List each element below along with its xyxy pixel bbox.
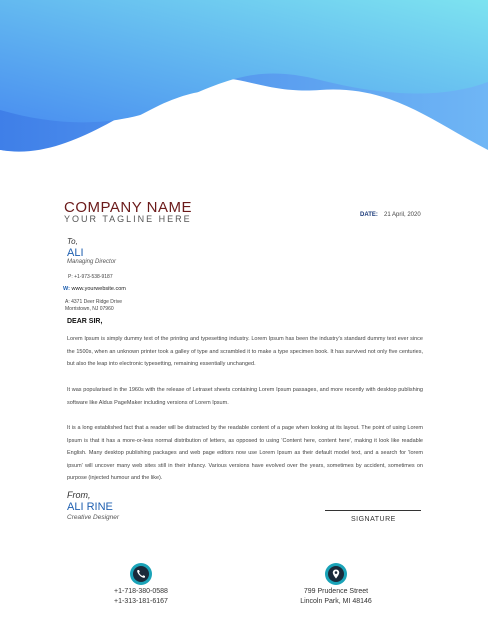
from-label: From, [67,490,91,500]
to-label: To, [67,237,78,246]
web-prefix: W: [63,286,70,292]
footer-address-2: Lincoln Park, MI 48146 [300,598,372,605]
footer-address-1: 799 Prudence Street [303,588,369,595]
address-line-2: Morristown, NJ 07960 [65,306,114,312]
sender-name: ALI RINE [67,501,113,513]
recipient-website-row [63,286,126,292]
recipient-title: Managing Director [67,259,117,265]
salutation: DEAR SIR, [67,318,103,325]
recipient-website[interactable]: www.yourwebsite.com [71,286,126,292]
recipient-address [65,299,122,313]
recipient-name: ALI [67,247,84,259]
footer-phone-1: +1-718-380-0588 [114,588,168,595]
recipient-phone: P: +1-973-538-9187 [68,274,113,280]
signature-line [325,510,421,511]
header-wave-decoration [0,0,488,170]
footer-phone-2: +1-313-181-6167 [114,598,168,605]
phone-icon [130,563,152,585]
company-name: COMPANY NAME [64,199,192,216]
address-line-1: A: 4371 Deer Ridge Drive [65,299,122,305]
signature-label: SIGNATURE [351,516,396,523]
company-tagline: YOUR TAGLINE HERE [64,214,192,224]
date-label: DATE: [360,212,378,218]
body-paragraph-1: Lorem Ipsum is simply dummy text of the printing and typesetting industry. Lorem Ipsum has been the industry's standard dummy text ever since the 1500s, when an unknown printer took a galley of type and scrambled it to make a type specimen book. It has survived not only five centuries, but also the leap into electronic typesetting, remaining essentially unchanged. [67,336,423,367]
date-value: 21 April, 2020 [384,212,421,218]
body-paragraph-3: It is a long established fact that a reader will be distracted by the readable content of a page when looking at its layout. The point of using Lorem Ipsum is that it has a more-or-less normal distribution of letters, as opposed to using 'Content here, content here', making it look like readable English. Many desktop publishing packages and web page editors now use Lorem Ipsum as their default model text, and a search for 'lorem ipsum' will uncover many web sites still in their infancy. Various versions have evolved over the years, sometimes by accident, sometimes on purpose (injected humour and the like). [67,425,423,481]
sender-title: Creative Designer [67,514,120,521]
body-paragraph-2: It was popularised in the 1960s with the release of Letraset sheets containing Lorem Ipsum passages, and more recently with desktop publishing software like Aldus PageMaker including versions of Lorem Ipsum. [67,387,423,406]
location-icon [325,563,347,585]
